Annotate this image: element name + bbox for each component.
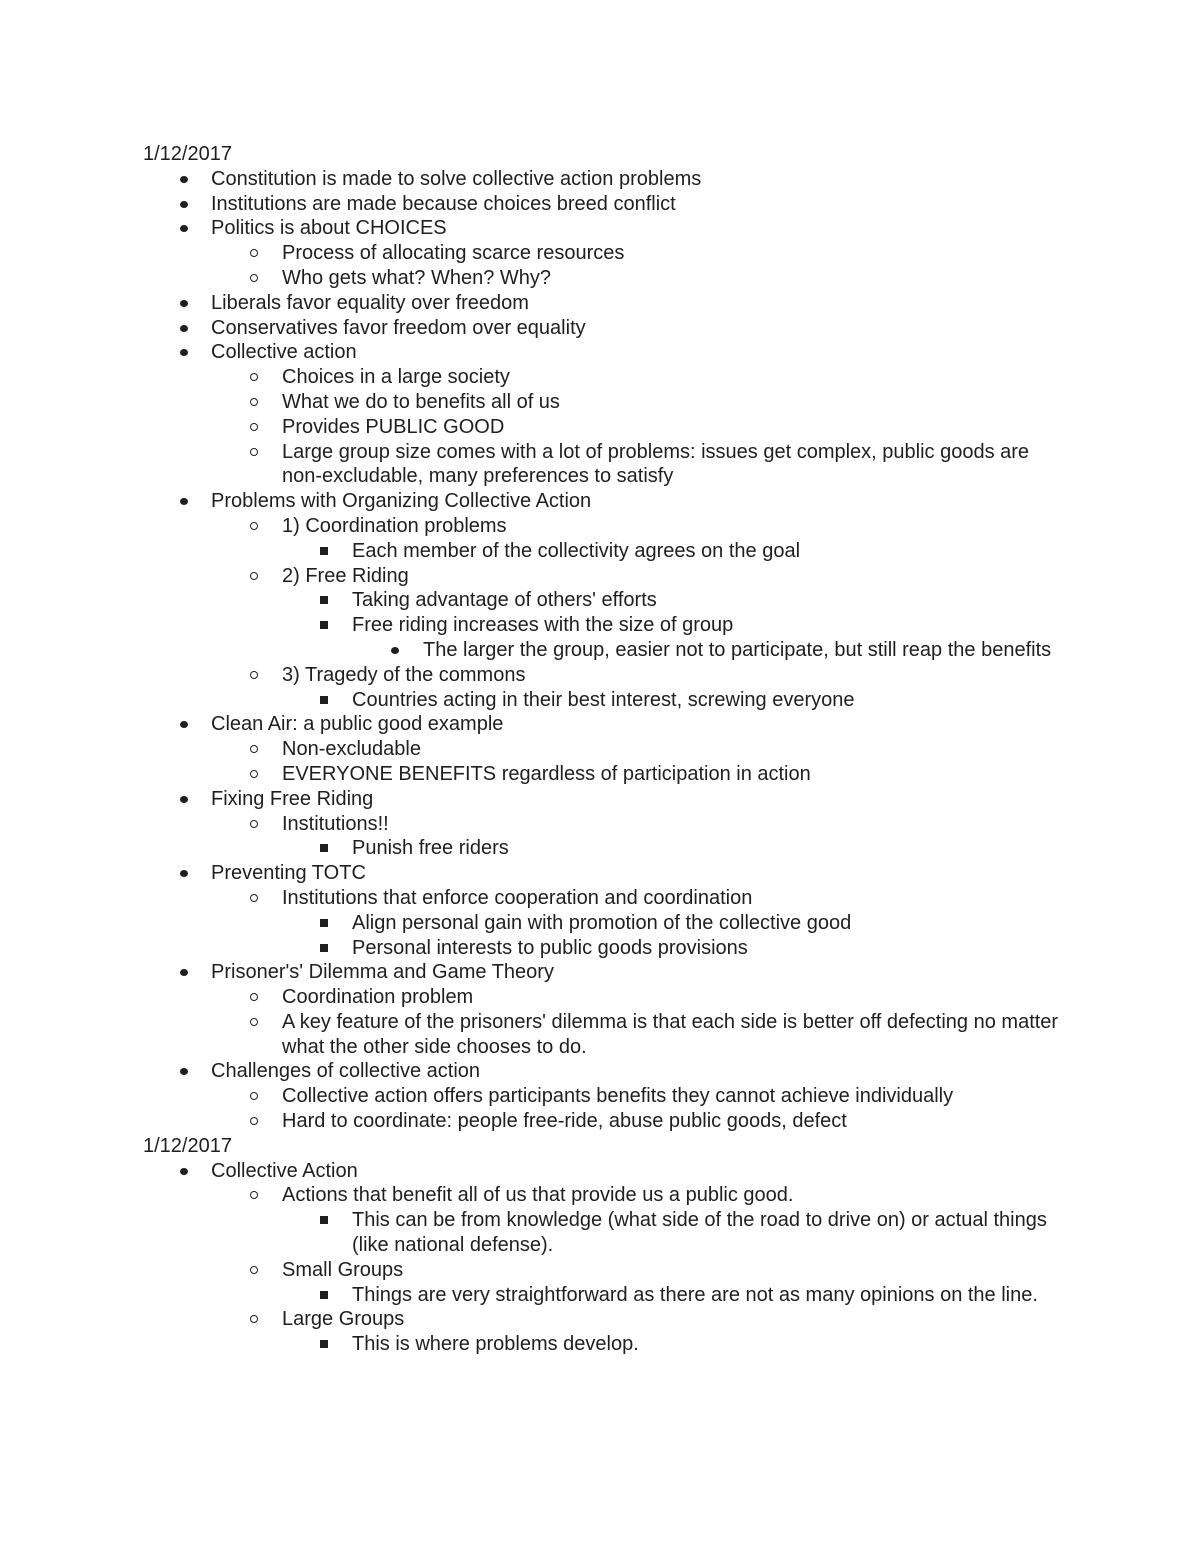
list-item	[143, 688, 1063, 713]
list-item	[143, 489, 1063, 514]
list-item	[143, 737, 1063, 762]
list-item-text: Taking advantage of others' efforts	[352, 589, 657, 612]
bullet-list	[143, 167, 1063, 1134]
list-item-text: Constitution is made to solve collective action problems	[211, 167, 702, 190]
date-heading: 1/12/2017	[143, 143, 232, 165]
list-item-text: EVERYONE BENEFITS regardless of participation in action	[282, 762, 811, 785]
list-item	[143, 861, 1063, 886]
list-item	[143, 340, 1063, 365]
list-item-text: Clean Air: a public good example	[211, 713, 504, 736]
list-item-text: Collective Action	[211, 1159, 358, 1182]
list-item	[143, 316, 1063, 341]
list-item-text: Non-excludable	[282, 738, 421, 761]
list-item	[143, 886, 1063, 911]
list-item	[143, 564, 1063, 589]
list-item	[143, 663, 1063, 688]
list-item-text: Actions that benefit all of us that provide us a public good.	[282, 1184, 794, 1207]
list-item-text: 1) Coordination problems	[282, 514, 507, 537]
list-item-text: Problems with Organizing Collective Action	[211, 490, 592, 513]
list-item-text: Provides PUBLIC GOOD	[282, 415, 505, 438]
list-item-text: Large group size comes with a lot of problems: issues get complex, public goods are non-excludable, many preferences to satisfy	[282, 440, 1030, 488]
list-item	[143, 1332, 1063, 1357]
list-item-text: Punish free riders	[352, 837, 509, 860]
list-item-text: Liberals favor equality over freedom	[211, 291, 529, 314]
list-item	[143, 415, 1063, 440]
list-item	[143, 911, 1063, 936]
list-item-text: Small Groups	[282, 1258, 404, 1281]
list-item	[143, 1283, 1063, 1308]
list-item	[143, 192, 1063, 217]
list-item-text: Collective action	[211, 341, 357, 364]
date-heading: 1/12/2017	[143, 1134, 232, 1157]
list-item	[143, 812, 1063, 837]
list-item-text: Collective action offers participants benefits they cannot achieve individually	[282, 1085, 954, 1108]
list-item	[143, 266, 1063, 291]
list-item	[143, 1183, 1063, 1208]
list-item-text: 3) Tragedy of the commons	[282, 663, 526, 686]
list-item-text: Fixing Free Riding	[211, 787, 374, 810]
list-item	[143, 167, 1063, 192]
list-item	[143, 985, 1063, 1010]
list-item-text: A key feature of the prisoners' dilemma is that each side is better off defecting no matter what the other side chooses to do.	[282, 1010, 1059, 1058]
list-item-text: Politics is about CHOICES	[211, 217, 447, 240]
list-item	[143, 936, 1063, 961]
list-item	[143, 1208, 1063, 1258]
list-item	[143, 1258, 1063, 1283]
list-item-text: This is where problems develop.	[352, 1333, 639, 1356]
list-item	[143, 588, 1063, 613]
list-item	[143, 390, 1063, 415]
list-item-text: Who gets what? When? Why?	[282, 266, 552, 289]
list-item-text: Large Groups	[282, 1308, 405, 1331]
list-item	[143, 514, 1063, 539]
list-item	[143, 787, 1063, 812]
list-item-text: This can be from knowledge (what side of the road to drive on) or actual things (like national defense).	[352, 1209, 1047, 1257]
list-item	[143, 1084, 1063, 1109]
list-item	[143, 216, 1063, 241]
list-item	[143, 291, 1063, 316]
list-item-text: Preventing TOTC	[211, 862, 366, 885]
list-item-text: Countries acting in their best interest, screwing everyone	[352, 688, 855, 711]
list-item	[143, 440, 1063, 490]
list-item-text: What we do to benefits all of us	[282, 390, 560, 413]
list-item-text: Institutions!!	[282, 812, 389, 835]
list-item-text: Free riding increases with the size of group	[352, 614, 734, 637]
list-item	[143, 1109, 1063, 1134]
list-item	[143, 960, 1063, 985]
list-item	[143, 1010, 1063, 1060]
list-item-text: Prisoner's' Dilemma and Game Theory	[211, 961, 554, 984]
list-item	[143, 836, 1063, 861]
list-item-text: Each member of the collectivity agrees on the goal	[352, 539, 801, 562]
list-item-text: Hard to coordinate: people free-ride, abuse public goods, defect	[282, 1110, 847, 1133]
list-item-text: Choices in a large society	[282, 366, 510, 389]
bullet-list	[143, 1159, 1063, 1357]
list-item-text: 2) Free Riding	[282, 564, 409, 587]
list-item	[143, 762, 1063, 787]
list-item-text: Align personal gain with promotion of the collective good	[352, 911, 852, 934]
list-item-text: Challenges of collective action	[211, 1060, 481, 1083]
list-item-text: Institutions that enforce cooperation and coordination	[282, 886, 753, 909]
list-item-text: Things are very straightforward as there are not as many opinions on the line.	[352, 1283, 1038, 1306]
list-item	[143, 613, 1063, 638]
list-item	[143, 1059, 1063, 1084]
list-item-text: Coordination problem	[282, 986, 474, 1009]
list-item-text: Institutions are made because choices breed conflict	[211, 192, 676, 215]
list-item	[143, 638, 1063, 663]
list-item	[143, 1159, 1063, 1184]
list-item-text: Process of allocating scarce resources	[282, 242, 625, 265]
list-item	[143, 539, 1063, 564]
list-item-text: The larger the group, easier not to participate, but still reap the benefits	[423, 638, 1052, 661]
list-item-text: Personal interests to public goods provisions	[352, 936, 748, 959]
notes-content	[143, 142, 1063, 1357]
list-item	[143, 712, 1063, 737]
list-item	[143, 1307, 1063, 1332]
list-item	[143, 365, 1063, 390]
list-item	[143, 241, 1063, 266]
list-item-text: Conservatives favor freedom over equality	[211, 316, 586, 339]
